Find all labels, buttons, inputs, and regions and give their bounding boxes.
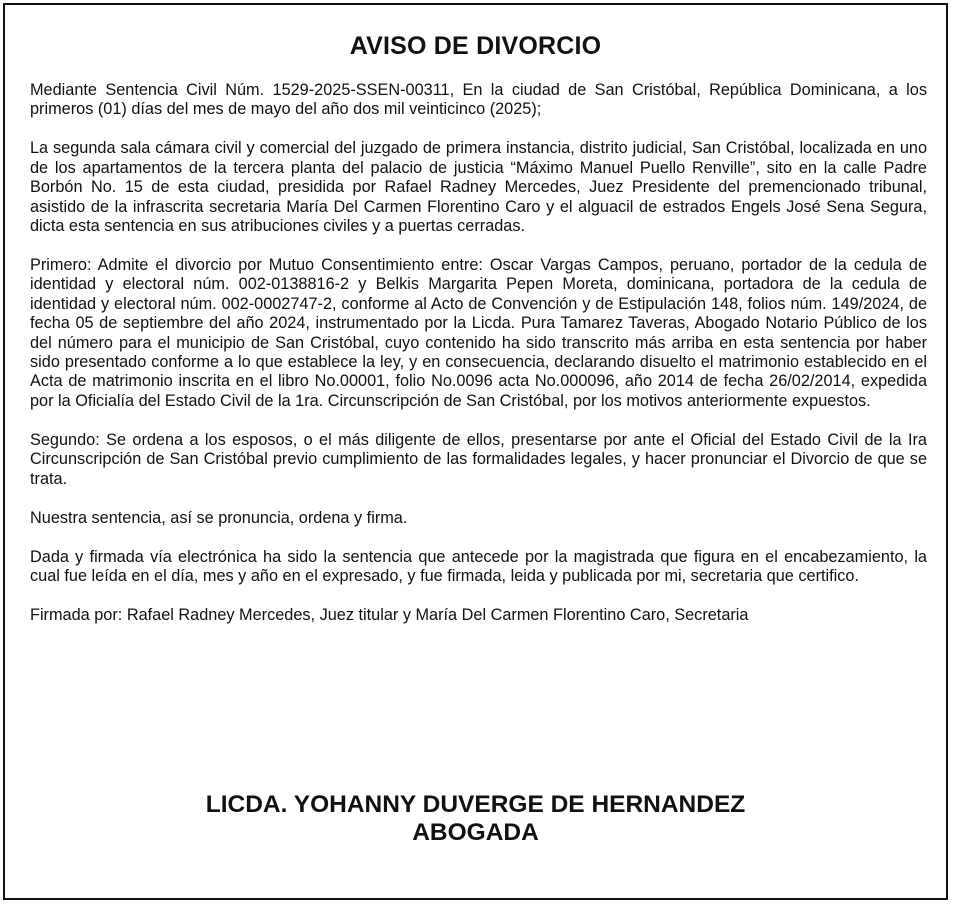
paragraph-signed-electronically: Dada y firmada vía electrónica ha sido la sentencia que antecede por la magistrada que figura en el encabezamiento, la cual fue leída en el día, mes y año en el expresado, y fue firmada, leida y publicada por mi, secretaria que certifico. [30, 547, 927, 586]
notice-body [30, 81, 927, 645]
paragraph-second-ruling: Segundo: Se ordena a los esposos, o el más diligente de ellos, presentarse por ante el Oficial del Estado Civil de la Ira Circunscripción de San Cristóbal previo cumplimiento de las formalidades legales, y hacer pronunciar el Divorcio de que se trata. [30, 430, 927, 488]
signature-name: LICDA. YOHANNY DUVERGE DE HERNANDEZ [205, 791, 746, 818]
paragraph-first-ruling: Primero: Admite el divorcio por Mutuo Consentimiento entre: Oscar Vargas Campos, peruano, portador de la cedula de identidad y electoral núm. 002-0138816-2 y Belkis Margarita Pepen Moreta, dominicana, portadora de la cedula de identidad y electoral núm. 002-0002747-2, conforme al Acto de Convención y de Estipulación 148, folios núm. 149/2024, de fecha 05 de septiembre del año 2024, instrumentado por la Licda. Pura Tamarez Taveras, Abogado Notario Público de los del número para el municipio de San Cristóbal, cuyo contenido ha sido transcrito más arriba en esta sentencia por haber sido presentado conforme a lo que establece la ley, y en consecuencia, declarando disuelto el matrimonio establecido en el Acta de matrimonio inscrita en el libro No.00001, folio No.0096 acta No.000096, año 2014 de fecha 26/02/2014, expedida por la Oficialía del Estado Civil de la 1ra. Circunscripción de San Cristóbal, por los motivos anteriormente expuestos. [30, 256, 927, 410]
notice-frame [3, 3, 948, 900]
notice-title: AVISO DE DIVORCIO [349, 32, 602, 60]
paragraph-pronouncement: Nuestra sentencia, así se pronuncia, ordena y firma. [30, 508, 408, 527]
paragraph-court: La segunda sala cámara civil y comercial del juzgado de primera instancia, distrito judicial, San Cristóbal, localizada en uno de los apartamentos de la tercera planta del palacio de justicia “Máximo Manuel Puello Renville”, sito en la calle Padre Borbón No. 15 de esta ciudad, presidida por Rafael Radney Mercedes, Juez Presidente del premencionado tribunal, asistido de la infrascrita secretaria María Del Carmen Florentino Caro y el alguacil de estrados Engels José Sena Segura, dicta esta sentencia en sus atribuciones civiles y a puertas cerradas. [30, 139, 927, 236]
paragraph-signed-by: Firmada por: Rafael Radney Mercedes, Juez titular y María Del Carmen Florentino Caro, Secretaria [30, 606, 749, 625]
paragraph-intro: Mediante Sentencia Civil Núm. 1529-2025-SSEN-00311, En la ciudad de San Cristóbal, República Dominicana, a los primeros (01) días del mes de mayo del año dos mil veinticinco (2025); [30, 81, 927, 119]
signature-block [5, 791, 946, 847]
signature-role: ABOGADA [412, 819, 539, 846]
